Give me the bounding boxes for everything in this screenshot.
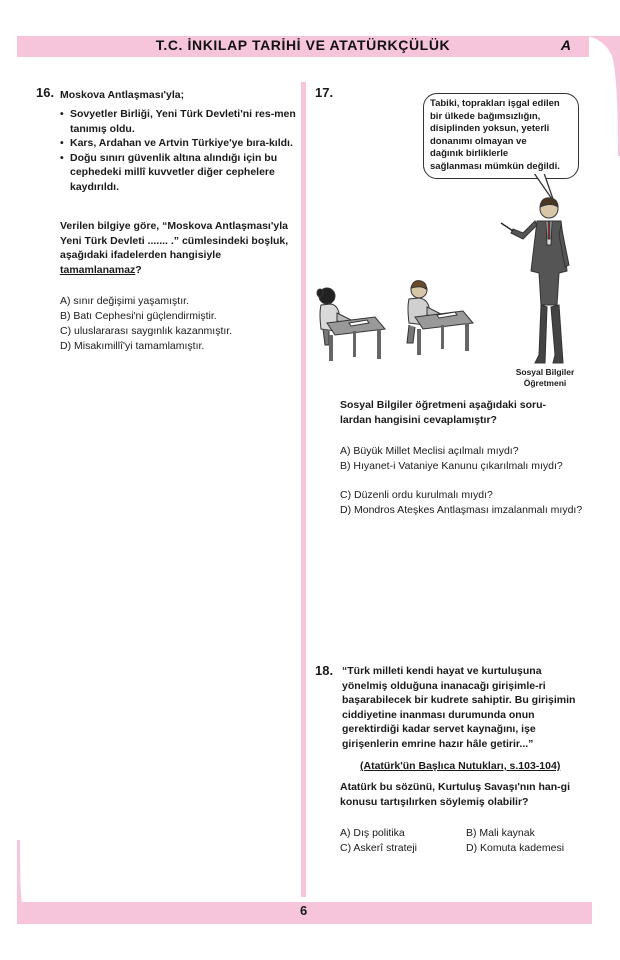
teacher-figure bbox=[501, 198, 569, 363]
bubble-line: sağlanması mümkün değildi. bbox=[430, 160, 560, 172]
stem-end: ? bbox=[135, 263, 142, 276]
bubble-line: Tabiki, toprakları işgal edilen bbox=[430, 98, 560, 109]
stem-emphasis: tamamlanamaz bbox=[60, 263, 136, 276]
option-a[interactable]: A) sınır değişimi yaşamıştır. bbox=[60, 295, 189, 307]
question-18-stem: Atatürk bu sözünü, Kurtuluş Savaşı'nın han-gi konusu tartışılırken söylemiş olabilir? bbox=[340, 781, 571, 808]
bullet-item: • Sovyetler Birliği, Yeni Türk Devleti'ni res-men tanımış oldu. bbox=[60, 107, 297, 136]
option-a[interactable]: A) Büyük Millet Meclisi açılmalı mıydı? bbox=[340, 445, 519, 457]
classroom-illustration bbox=[315, 195, 600, 395]
option-d[interactable]: D) Komuta kademesi bbox=[466, 842, 565, 854]
option-a[interactable]: A) Dış politika bbox=[340, 827, 405, 839]
teacher-caption-line: Sosyal Bilgiler bbox=[515, 367, 575, 377]
option-c[interactable]: C) Askerî strateji bbox=[340, 842, 418, 854]
question-16-bullets bbox=[60, 107, 297, 194]
question-17-stem: Sosyal Bilgiler öğretmeni aşağıdaki soru-lardan hangisini cevaplamıştır? bbox=[340, 399, 546, 426]
column-divider bbox=[301, 82, 306, 897]
header-band bbox=[17, 36, 589, 57]
option-c[interactable]: C) uluslararası saygınlık kazanmıştır. bbox=[60, 325, 233, 337]
page-title: T.C. İNKILAP TARİHİ VE ATATÜRKÇÜLÜK bbox=[155, 37, 451, 53]
teacher-caption-line: Öğretmeni bbox=[523, 378, 567, 388]
option-b[interactable]: B) Mali kaynak bbox=[466, 827, 535, 839]
option-d[interactable]: D) Mondros Ateşkes Antlaşması imzalanmalı mıydı? bbox=[340, 504, 583, 516]
bullet-item: • Doğu sınırı güvenlik altına alındığı için bu cephedeki millî kuvvetler diğer cephelere kaydırıldı. bbox=[60, 151, 297, 195]
option-b[interactable]: B) Batı Cephesi'ni güçlendirmiştir. bbox=[60, 310, 217, 322]
bubble-line: disiplinden yoksun, yeterli bbox=[430, 123, 550, 134]
bubble-line: bir ülkede bağımsızlığın, bbox=[430, 110, 541, 122]
option-d[interactable]: D) Misakımillî'yi tamamlamıştır. bbox=[60, 340, 205, 352]
stem-text: Verilen bilgiye göre, “Moskova Antlaşması'yla Yeni Türk Devleti ....... .” cümlesindeki boşluk, aşağıdaki ifadelerden hangisiyle bbox=[60, 220, 289, 261]
quote-source: (Atatürk'ün Başlıca Nutukları, s.103-104) bbox=[360, 760, 561, 772]
question-16-number: 16. bbox=[36, 85, 55, 100]
booklet-letter: A bbox=[560, 37, 571, 53]
teacher-caption bbox=[505, 367, 585, 389]
question-16-stem bbox=[60, 219, 296, 277]
student-boy-figure bbox=[407, 281, 473, 355]
question-17-number: 17. bbox=[315, 85, 334, 100]
bubble-line: donanımı olmayan ve bbox=[430, 135, 527, 147]
question-16-intro: Moskova Antlaşması'yla; bbox=[60, 89, 185, 101]
option-b[interactable]: B) Hıyanet-i Vataniye Kanunu çıkarılmalı mıydı? bbox=[340, 460, 563, 472]
bubble-line: dağınık birliklerle bbox=[430, 148, 509, 159]
bullet-item: • Kars, Ardahan ve Artvin Türkiye'ye bıra-kıldı. bbox=[60, 136, 297, 151]
option-c[interactable]: C) Düzenli ordu kurulmalı mıydı? bbox=[340, 489, 493, 501]
page-number: 6 bbox=[300, 903, 308, 918]
speech-bubble bbox=[423, 93, 579, 179]
student-girl-figure bbox=[317, 288, 385, 361]
question-18-quote: “Türk milleti kendi hayat ve kurtuluşuna yönelmiş olduğuna inanacağı girişimle-ri başarabilecek bir kudrete sahiptir. Bu girişimin ciddiyetine inanması durumunda onun gerektirdiği kadar servet kaynağını, işe girişenlerin emrine hazır hâle getirir...” bbox=[342, 665, 576, 750]
question-18-number: 18. bbox=[315, 663, 334, 678]
